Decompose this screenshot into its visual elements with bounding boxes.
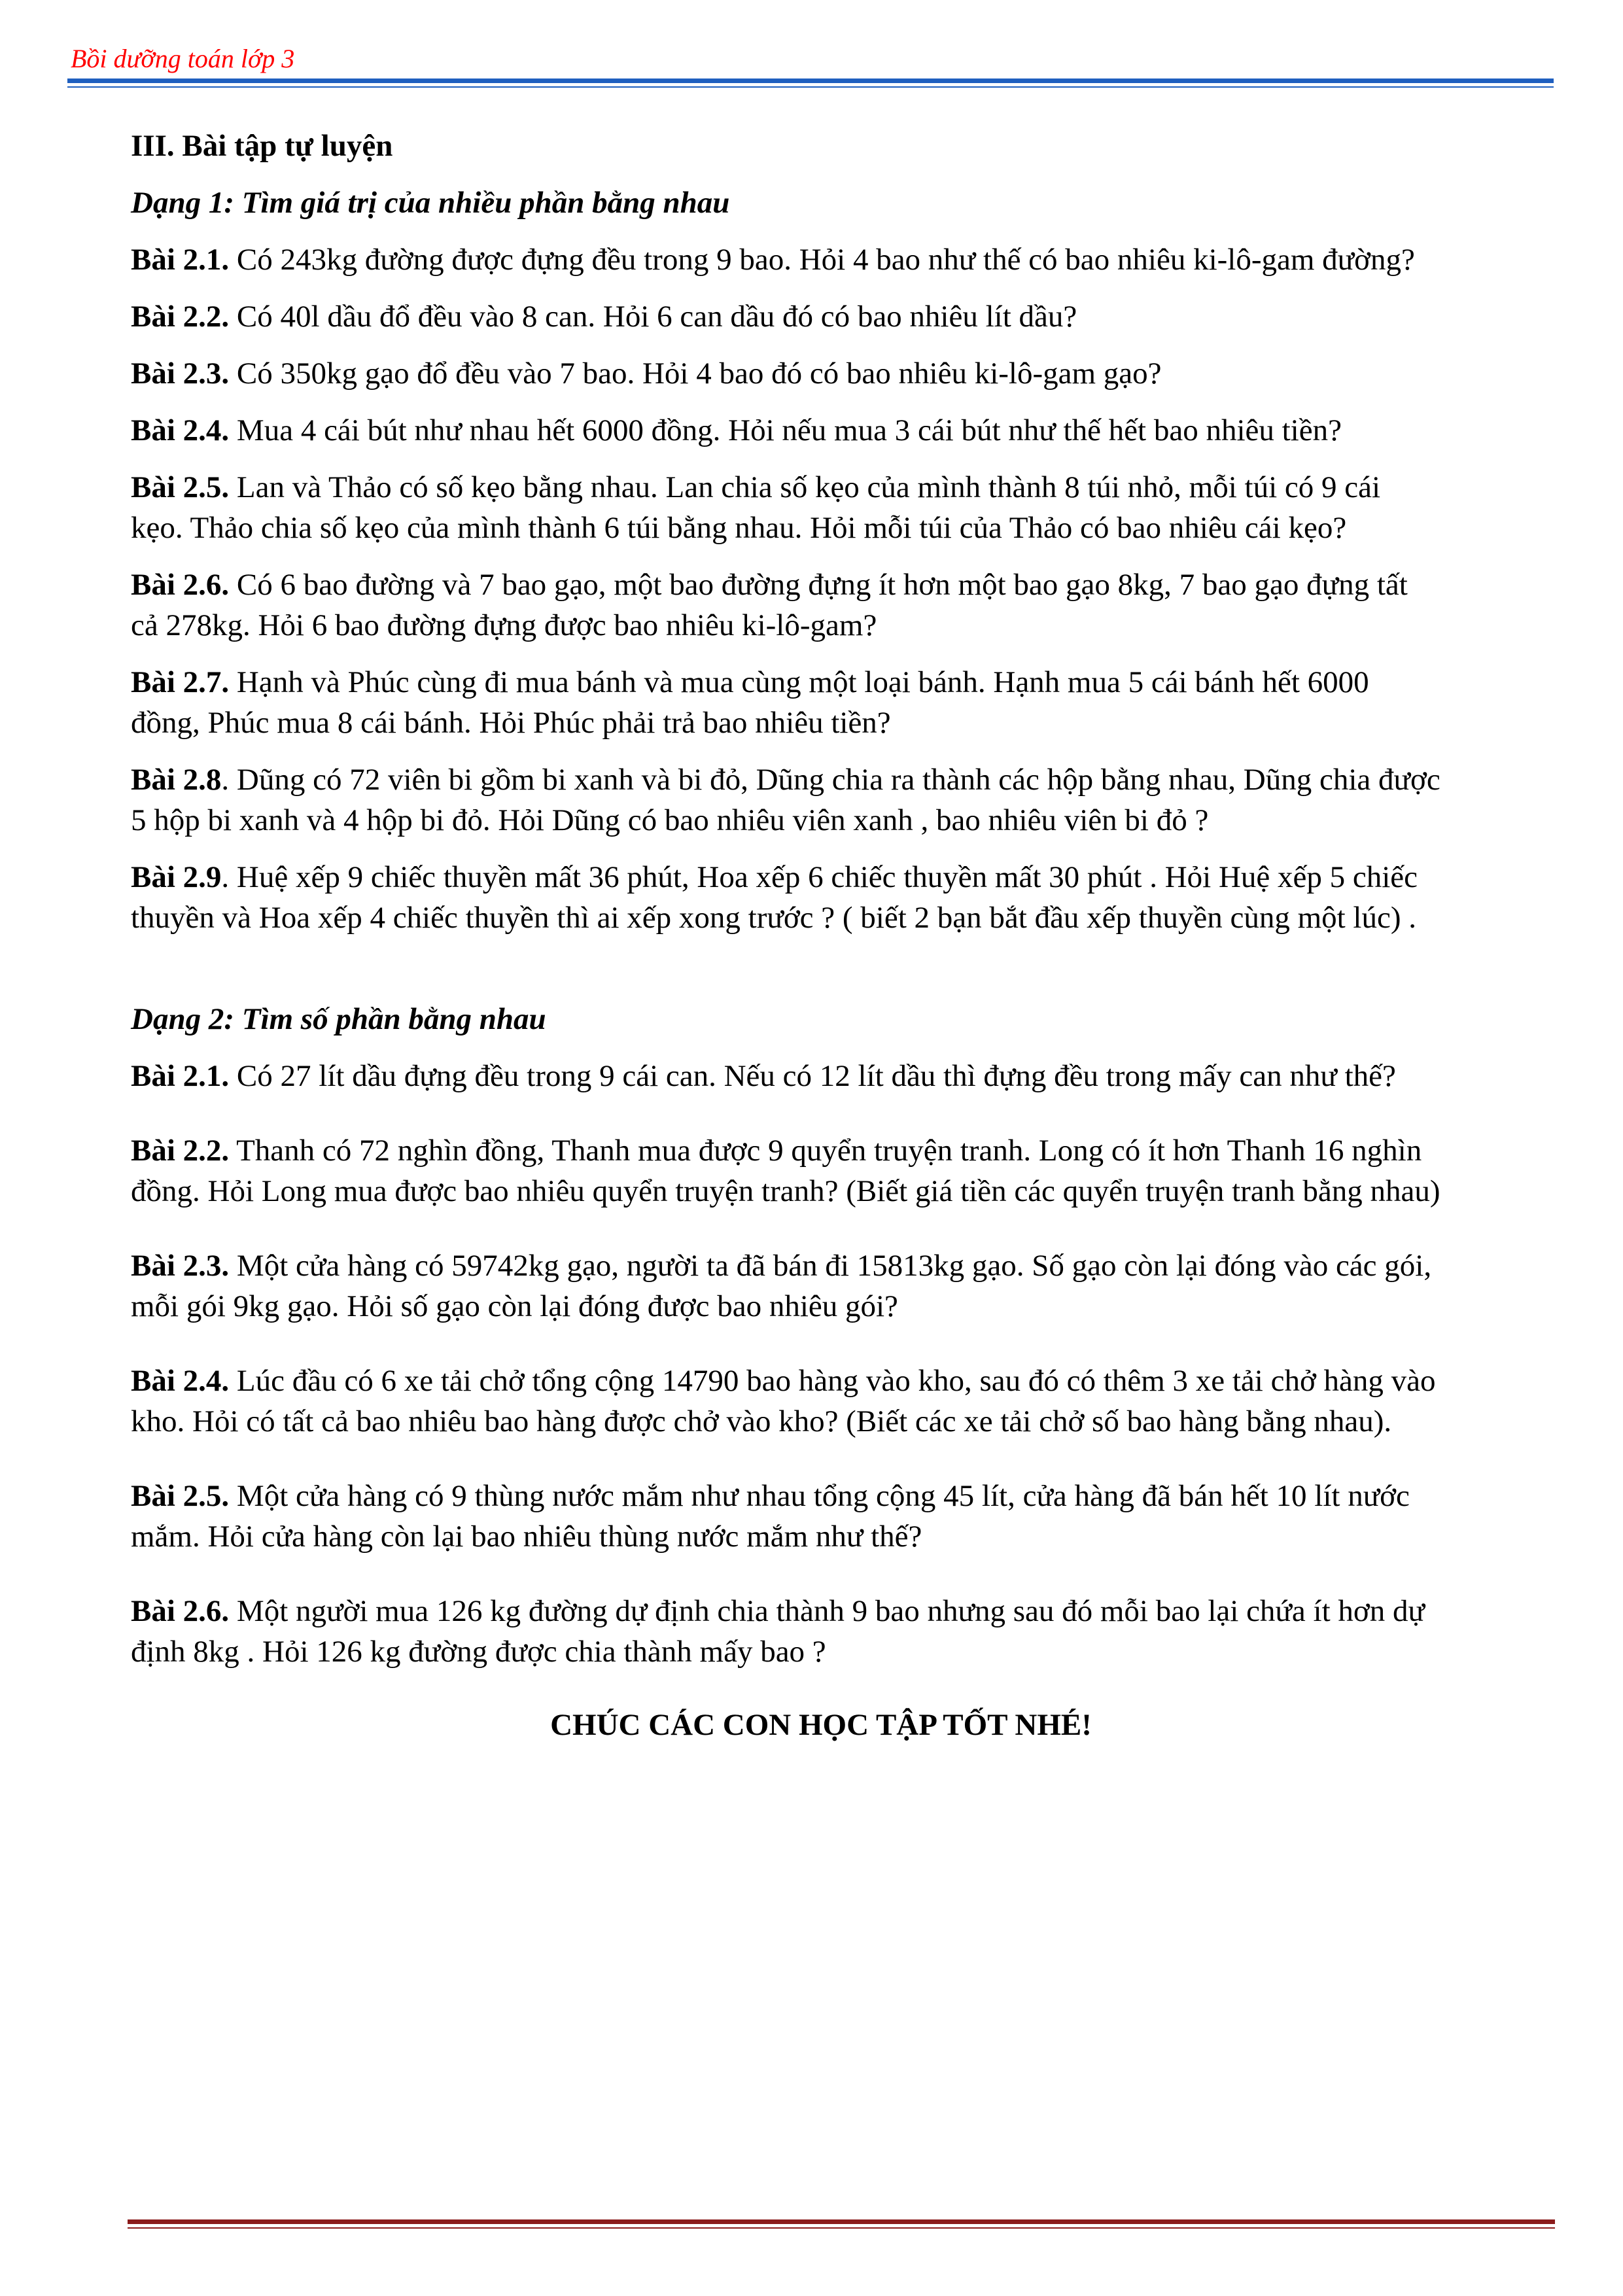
form2-exercise-4 <box>131 1361 1537 1442</box>
exercise-line: đồng. Hỏi Long mua được bao nhiêu quyển truyện tranh? (Biết giá tiền các quyển truyện tranh bằng nhau) <box>131 1174 1440 1208</box>
exercise-line: 5 hộp bi xanh và 4 hộp bi đỏ. Hỏi Dũng có bao nhiêu viên xanh , bao nhiêu viên bi đỏ ? <box>131 803 1209 837</box>
closing-message: CHÚC CÁC CON HỌC TẬP TỐT NHÉ! <box>550 1708 1092 1742</box>
exercise-text: Thanh có 72 nghìn đồng, Thanh mua được 9 quyển truyện tranh. Long có ít hơn Thanh 16 nghìn <box>229 1134 1422 1168</box>
exercise-number: Bài 2.8 <box>131 763 222 797</box>
exercise-number: Bài 2.5. <box>131 1479 230 1513</box>
exercise-number: Bài 2.2. <box>131 300 230 334</box>
exercise-line <box>131 759 1537 800</box>
exercise-number: Bài 2.3. <box>131 1249 230 1283</box>
section-spacer <box>131 954 1537 999</box>
exercise-number: Bài 2.1. <box>131 243 230 277</box>
exercise-line: định 8kg . Hỏi 126 kg đường được chia thành mấy bao ? <box>131 1635 826 1669</box>
exercise-number: Bài 2.6. <box>131 568 230 602</box>
form1-title: Dạng 1: Tìm giá trị của nhiều phần bằng nhau <box>131 186 730 220</box>
exercise-number: Bài 2.9 <box>131 860 222 894</box>
header-rule <box>67 78 1554 83</box>
exercise-line: thuyền và Hoa xếp 4 chiếc thuyền thì ai xếp xong trước ? ( biết 2 bạn bắt đầu xếp thuyền cùng một lúc) . <box>131 901 1417 935</box>
exercise-line <box>131 239 1537 280</box>
document-body <box>131 126 1537 1745</box>
exercise-number: Bài 2.4. <box>131 1364 230 1398</box>
exercise-text: Có 27 lít dầu đựng đều trong 9 cái can. Nếu có 12 lít dầu thì đựng đều trong mấy can như thế? <box>229 1059 1396 1093</box>
exercise-text: Có 350kg gạo đổ đều vào 7 bao. Hỏi 4 bao đó có bao nhiêu ki-lô-gam gạo? <box>229 357 1162 391</box>
exercise-line <box>131 1130 1537 1171</box>
exercise-number: Bài 2.1. <box>131 1059 230 1093</box>
exercise-text: Có 40l dầu đổ đều vào 8 can. Hỏi 6 can dầu đó có bao nhiêu lít dầu? <box>229 300 1077 334</box>
form2-exercise-5 <box>131 1476 1537 1557</box>
exercise-number: Bài 2.7. <box>131 665 230 699</box>
form1-exercise-3 <box>131 353 1537 394</box>
section-title: III. Bài tập tự luyện <box>131 129 393 163</box>
form2-exercise-3 <box>131 1245 1537 1327</box>
header-rule-thin <box>67 86 1554 88</box>
exercise-text: Hạnh và Phúc cùng đi mua bánh và mua cùng một loại bánh. Hạnh mua 5 cái bánh hết 6000 <box>229 665 1369 699</box>
exercise-line <box>131 1476 1537 1516</box>
form2-title: Dạng 2: Tìm số phần bằng nhau <box>131 1002 546 1036</box>
exercise-number: Bài 2.5. <box>131 470 230 504</box>
form2-exercise-2 <box>131 1130 1537 1211</box>
form1-exercise-8 <box>131 759 1537 841</box>
exercise-text: Một cửa hàng có 9 thùng nước mắm như nhau tổng cộng 45 lít, cửa hàng đã bán hết 10 lít nước <box>229 1479 1410 1513</box>
exercise-number: Bài 2.6. <box>131 1594 230 1628</box>
exercise-text: Có 6 bao đường và 7 bao gạo, một bao đường đựng ít hơn một bao gạo 8kg, 7 bao gạo đựng tất <box>229 568 1408 602</box>
footer-rule <box>128 2219 1555 2224</box>
exercise-number: Bài 2.4. <box>131 413 230 447</box>
exercise-text: Có 243kg đường được đựng đều trong 9 bao. Hỏi 4 bao như thế có bao nhiêu ki-lô-gam đường? <box>229 243 1415 277</box>
form1-exercise-7 <box>131 662 1537 743</box>
exercise-text: Lúc đầu có 6 xe tải chở tổng cộng 14790 bao hàng vào kho, sau đó có thêm 3 xe tải chở hàng vào <box>229 1364 1436 1398</box>
exercise-line <box>131 662 1537 703</box>
form1-exercise-5 <box>131 467 1537 548</box>
exercise-line <box>131 410 1537 451</box>
exercise-line <box>131 857 1537 897</box>
exercise-line: kẹo. Thảo chia số kẹo của mình thành 6 túi bằng nhau. Hỏi mỗi túi của Thảo có bao nhiêu cái kẹo? <box>131 511 1347 545</box>
exercise-text: . Dũng có 72 viên bi gồm bi xanh và bi đỏ, Dũng chia ra thành các hộp bằng nhau, Dũng chia được <box>221 763 1440 797</box>
form1-exercise-1 <box>131 239 1537 280</box>
exercise-line: kho. Hỏi có tất cả bao nhiêu bao hàng được chở vào kho? (Biết các xe tải chở số bao hàng bằng nhau). <box>131 1404 1392 1438</box>
exercise-line <box>131 296 1537 337</box>
exercise-line: mỗi gói 9kg gạo. Hỏi số gạo còn lại đóng được bao nhiêu gói? <box>131 1289 898 1323</box>
exercise-line <box>131 467 1537 508</box>
exercise-text: Một người mua 126 kg đường dự định chia thành 9 bao nhưng sau đó mỗi bao lại chứa ít hơn dự <box>229 1594 1425 1628</box>
exercise-line <box>131 565 1537 605</box>
form1-exercise-4 <box>131 410 1537 451</box>
form2-exercise-6 <box>131 1591 1537 1672</box>
form1-exercise-2 <box>131 296 1537 337</box>
exercise-text: Một cửa hàng có 59742kg gạo, người ta đã bán đi 15813kg gạo. Số gạo còn lại đóng vào các gói, <box>229 1249 1432 1283</box>
exercise-line <box>131 353 1537 394</box>
footer-rule-thin <box>128 2227 1555 2229</box>
exercise-line: đồng, Phúc mua 8 cái bánh. Hỏi Phúc phải trả bao nhiêu tiền? <box>131 706 891 740</box>
form2-exercise-1 <box>131 1056 1537 1096</box>
header-title: Bồi dưỡng toán lớp 3 <box>71 44 295 73</box>
exercise-line <box>131 1245 1537 1286</box>
exercise-text: . Huệ xếp 9 chiếc thuyền mất 36 phút, Hoa xếp 6 chiếc thuyền mất 30 phút . Hỏi Huệ xếp 5 chiếc <box>221 860 1418 894</box>
form1-exercise-9 <box>131 857 1537 938</box>
form1-exercise-6 <box>131 565 1537 646</box>
exercise-line <box>131 1361 1537 1401</box>
exercise-line <box>131 1056 1537 1096</box>
exercise-line: cả 278kg. Hỏi 6 bao đường đựng được bao nhiêu ki-lô-gam? <box>131 608 877 642</box>
exercise-text: Mua 4 cái bút như nhau hết 6000 đồng. Hỏi nếu mua 3 cái bút như thế hết bao nhiêu tiền? <box>229 413 1342 447</box>
exercise-number: Bài 2.3. <box>131 357 230 391</box>
exercise-line: mắm. Hỏi cửa hàng còn lại bao nhiêu thùng nước mắm như thế? <box>131 1520 922 1554</box>
exercise-text: Lan và Thảo có số kẹo bằng nhau. Lan chia số kẹo của mình thành 8 túi nhỏ, mỗi túi có 9 cái <box>229 470 1381 504</box>
exercise-number: Bài 2.2. <box>131 1134 230 1168</box>
exercise-line <box>131 1591 1537 1631</box>
